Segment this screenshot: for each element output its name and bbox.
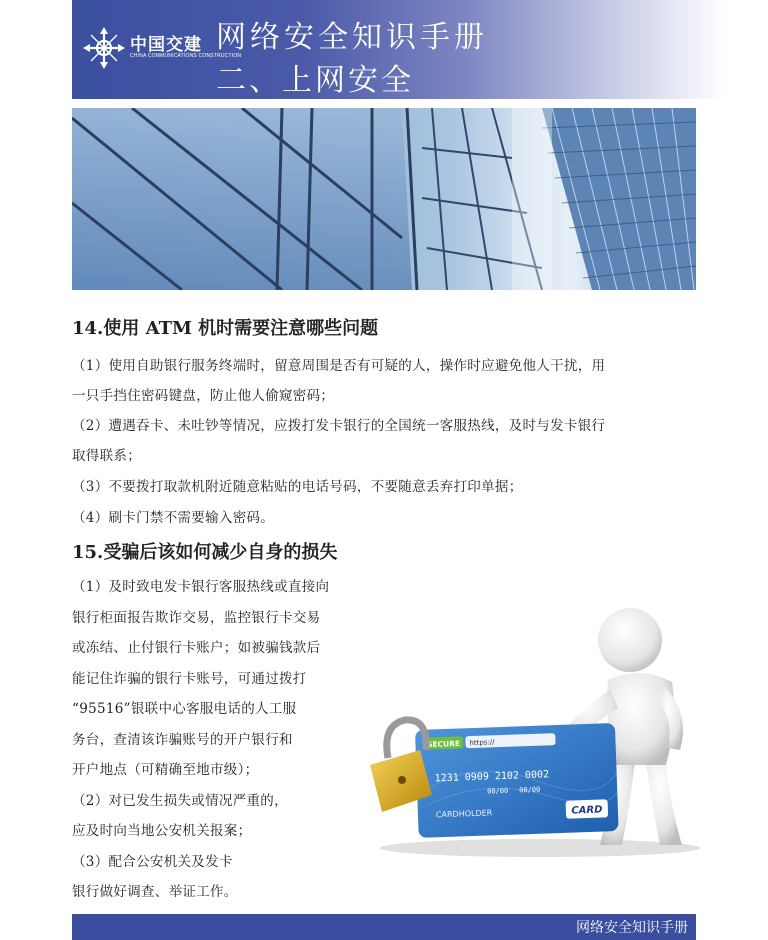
paragraph-line: （1）及时致电发卡银行客服热线或直接向 [72,579,330,595]
paragraph-line: （4）刷卡门禁不需要输入密码。 [72,510,275,526]
building-photo [72,108,696,290]
security-illustration [360,590,700,860]
paragraph-line: “95516”银联中心客服电话的人工服 [72,701,297,717]
page-title: 网络安全知识手册 [216,20,488,55]
card-brand: CARD [571,804,603,817]
company-logo [82,26,242,74]
paragraph-line: 取得联系； [72,448,141,464]
page-subtitle: 二、上网安全 [216,63,414,98]
section-heading-14: 14.使用 ATM 机时需要注意哪些问题 [72,318,379,339]
paragraph-line: 应及时向当地公安机关报案； [72,823,252,839]
paragraph-line: （1）使用自助银行服务终端时，留意周围是否有可疑的人，操作时应避免他人干扰，用 [72,358,606,374]
ccc-logo-icon [82,26,126,70]
paragraph-line: （3）配合公安机关及发卡 [72,854,233,870]
paragraph-line: （2）对已发生损失或情况严重的， [72,793,288,809]
card-holder: CARDHOLDER [435,808,493,820]
card-date-2: 00/00 [519,785,541,795]
paragraph-line: 银行柜面报告欺诈交易，监控银行卡交易 [72,610,321,626]
paragraph-line: 能记住诈骗的银行卡账号，可通过拨打 [72,671,307,687]
section-heading-15: 15.受骗后该如何减少自身的损失 [72,542,338,563]
paragraph-line: （3）不要拨打取款机附近随意粘贴的电话号码，不要随意丢弃打印单据； [72,479,523,495]
paragraph-line: 一只手挡住密码键盘，防止他人偷窥密码； [72,388,335,404]
paragraph-line: 银行做好调查、举证工作。 [72,884,238,900]
card-url: https:// [469,738,495,748]
logo-chinese-text: 中国交建 [130,35,202,55]
paragraph-line: （2）遭遇吞卡、未吐钞等情况，应拨打发卡银行的全国统一客服热线，及时与发卡银行 [72,418,606,434]
card-secure-label: SECURE [426,738,461,750]
footer-bar [72,914,696,940]
header-banner [72,0,726,99]
paragraph-line: 开户地点（可精确至地市级）； [72,762,259,778]
paragraph-line: 务台，查清该诈骗账号的开户银行和 [72,732,293,748]
logo-english-text: CHINA COMMUNICATIONS CONSTRUCTION [130,53,242,59]
card-number: 1231 0909 2102 0002 [434,769,550,785]
footer-title: 网络安全知识手册 [576,920,688,936]
paragraph-line: 或冻结、止付银行卡账户；如被骗钱款后 [72,640,321,656]
card-date-1: 00/00 [487,786,509,796]
figure-card-padlock-image [360,590,700,860]
glass-building-image [72,108,696,290]
